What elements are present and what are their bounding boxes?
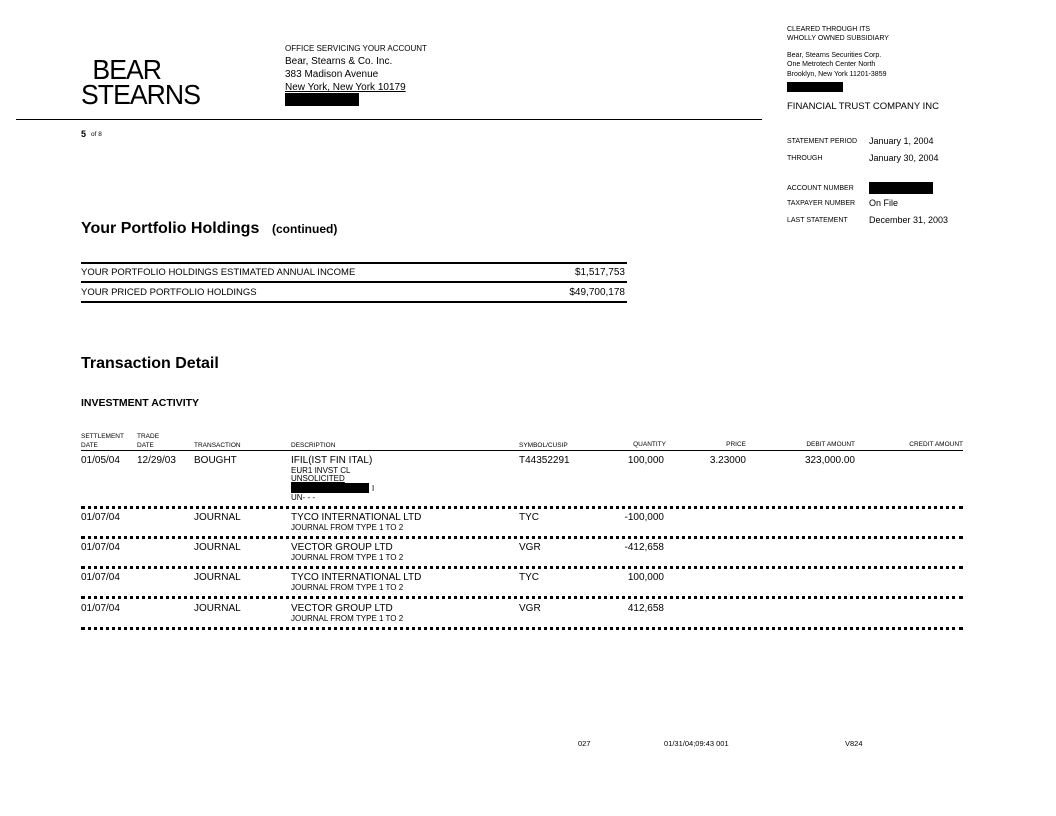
bear-stearns-logo <box>81 54 200 110</box>
investment-activity-heading: INVESTMENT ACTIVITY <box>81 397 200 409</box>
description-line-2: JOURNAL FROM TYPE 1 TO 2 <box>291 583 404 592</box>
description-line-2: JOURNAL FROM TYPE 1 TO 2 <box>291 553 404 562</box>
symbol: TYC <box>519 512 539 523</box>
settlement-date: 01/07/04 <box>81 542 120 553</box>
through-label: THROUGH <box>787 155 823 162</box>
office-label: OFFICE SERVICING YOUR ACCOUNT <box>285 44 427 53</box>
description-line-3: UNSOLICITED <box>291 474 345 483</box>
office-street: 383 Madison Avenue <box>285 69 379 80</box>
col-debit: DEBIT AMOUNT <box>806 441 855 448</box>
clearing-name: Bear, Stearns Securities Corp. <box>787 52 882 59</box>
quantity: 100,000 <box>627 572 664 583</box>
transaction-type: JOURNAL <box>194 603 241 614</box>
summary-rule-mid <box>81 281 627 283</box>
col-settlement-line-2: DATE <box>81 442 98 449</box>
footer-code-2: V824 <box>845 739 863 748</box>
row-separator <box>81 536 963 539</box>
settlement-date: 01/07/04 <box>81 572 120 583</box>
settlement-date: 01/07/04 <box>81 512 120 523</box>
settlement-date: 01/07/04 <box>81 603 120 614</box>
taxpayer-label: TAXPAYER NUMBER <box>787 200 856 207</box>
cleared-line-1: CLEARED THROUGH ITS <box>787 26 871 33</box>
quantity: -412,658 <box>624 542 664 553</box>
footer-code-1: 027 <box>578 739 591 748</box>
transaction-type: JOURNAL <box>194 512 241 523</box>
description-line-2: EUR1 INVST CL <box>291 466 351 475</box>
transaction-type: JOURNAL <box>194 542 241 553</box>
through-value: January 30, 2004 <box>869 153 939 163</box>
transaction-type: BOUGHT <box>194 455 237 466</box>
col-settlement-line-1: SETTLEMENT <box>81 433 124 440</box>
transaction-type: JOURNAL <box>194 572 241 583</box>
symbol: VGR <box>519 603 541 614</box>
settlement-date: 01/05/04 <box>81 455 120 466</box>
portfolio-continued: (continued) <box>272 222 338 236</box>
page-number: 5 <box>81 129 87 139</box>
col-symbol: SYMBOL/CUSIP <box>519 442 568 449</box>
cleared-line-2: WHOLLY OWNED SUBSIDIARY <box>787 35 889 42</box>
row-separator <box>81 506 963 509</box>
last-statement-value: December 31, 2003 <box>869 215 949 225</box>
estimated-income-label: YOUR PORTFOLIO HOLDINGS ESTIMATED ANNUAL INCOME <box>81 267 356 278</box>
clearing-street: One Metrotech Center North <box>787 61 876 68</box>
row-separator <box>81 596 963 599</box>
col-trade-line-2: DATE <box>137 442 154 449</box>
logo-line-2: STEARNS <box>81 79 200 110</box>
description-line-1: TYCO INTERNATIONAL LTD <box>291 572 422 583</box>
quantity: 412,658 <box>627 603 664 614</box>
symbol: VGR <box>519 542 541 553</box>
description-line-4: I <box>372 484 375 493</box>
col-trade-date <box>137 432 159 450</box>
statement-period-label: STATEMENT PERIOD <box>787 138 858 145</box>
description-line-1: TYCO INTERNATIONAL LTD <box>291 512 422 523</box>
account-holder: FINANCIAL TRUST COMPANY INC <box>787 101 940 112</box>
description-line-5: UN- - - <box>291 493 315 502</box>
row-separator <box>81 627 963 630</box>
debit-amount: 323,000.00 <box>804 455 855 466</box>
description-line-1: VECTOR GROUP LTD <box>291 603 393 614</box>
col-price: PRICE <box>726 441 746 448</box>
col-settlement-date <box>81 432 124 450</box>
taxpayer-value: On File <box>869 198 899 208</box>
redacted-description <box>291 483 369 493</box>
portfolio-heading: Your Portfolio Holdings <box>81 220 260 237</box>
office-city: New York, New York 10179 <box>285 82 406 93</box>
col-credit: CREDIT AMOUNT <box>909 441 963 448</box>
symbol: T44352291 <box>519 455 570 466</box>
quantity: 100,000 <box>627 455 664 466</box>
quantity: -100,000 <box>624 512 664 523</box>
summary-rule-bottom <box>81 301 627 303</box>
priced-holdings-label: YOUR PRICED PORTFOLIO HOLDINGS <box>81 287 257 298</box>
clearing-city: Brooklyn, New York 11201-3859 <box>787 71 887 78</box>
transaction-detail-heading: Transaction Detail <box>81 355 219 372</box>
summary-rule-top <box>81 262 627 264</box>
estimated-income-value: $1,517,753 <box>574 267 625 278</box>
symbol: TYC <box>519 572 539 583</box>
last-statement-label: LAST STATEMENT <box>787 217 848 224</box>
row-separator <box>81 566 963 569</box>
header-rule <box>16 119 762 120</box>
price: 3.23000 <box>709 455 746 466</box>
office-name: Bear, Stearns & Co. Inc. <box>285 56 393 67</box>
redacted-account-number <box>869 182 933 194</box>
redacted-block <box>285 93 359 106</box>
col-description: DESCRIPTION <box>291 442 336 449</box>
footer-timestamp: 01/31/04;09:43 001 <box>664 739 729 748</box>
page-of-total: of 8 <box>91 131 102 138</box>
col-trade-line-1: TRADE <box>137 433 160 440</box>
priced-holdings-value: $49,700,178 <box>569 287 625 298</box>
description-line-1: IFIL(IST FIN ITAL) <box>291 455 373 466</box>
logo-line-1: BEAR <box>92 54 162 85</box>
table-header-rule <box>81 450 963 451</box>
account-number-label: ACCOUNT NUMBER <box>787 185 854 192</box>
description-line-2: JOURNAL FROM TYPE 1 TO 2 <box>291 523 404 532</box>
description-line-1: VECTOR GROUP LTD <box>291 542 393 553</box>
statement-period-value: January 1, 2004 <box>869 136 934 146</box>
redacted-block <box>787 82 843 92</box>
col-quantity: QUANTITY <box>633 441 666 448</box>
description-line-2: JOURNAL FROM TYPE 1 TO 2 <box>291 614 404 623</box>
col-transaction: TRANSACTION <box>194 442 241 449</box>
trade-date: 12/29/03 <box>137 455 176 466</box>
